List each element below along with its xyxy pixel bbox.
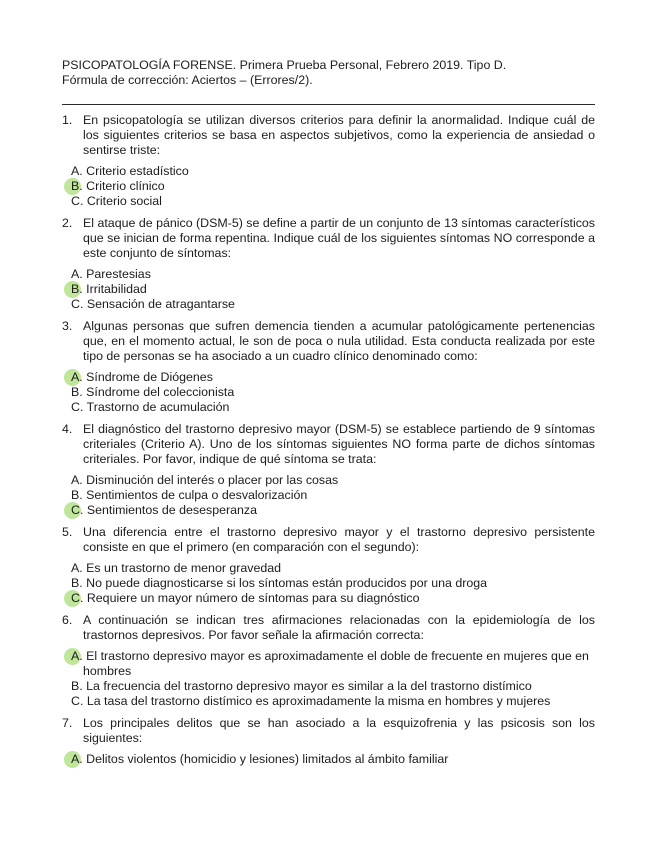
question-list	[62, 113, 595, 774]
answer-option-text: A. El trastorno depresivo mayor es aproximadamente el doble de frecuente en mujeres que en hombres	[71, 649, 589, 678]
answer-option	[50, 561, 595, 576]
question-2	[62, 216, 595, 312]
answer-option-text: B. La frecuencia del trastorno depresivo mayor es similar a la del trastorno distímico	[71, 679, 532, 693]
question-stem	[62, 613, 595, 643]
answer-option	[50, 385, 595, 400]
answer-option	[50, 752, 595, 767]
question-stem	[62, 422, 595, 467]
answer-options	[62, 267, 595, 312]
header-divider	[62, 104, 595, 105]
answer-options	[62, 649, 595, 709]
question-stem	[62, 716, 595, 746]
question-text: A continuación se indican tres afirmaciones relacionadas con la epidemiología de los trastornos depresivos. Por favor señale la afirmación correcta:	[83, 613, 595, 642]
answer-option-text: C. La tasa del trastorno distímico es aproximadamente la misma en hombres y mujeres	[71, 694, 551, 708]
question-stem	[62, 216, 595, 261]
answer-option	[50, 267, 595, 282]
scoring-formula: Fórmula de corrección: Aciertos – (Errores/2).	[62, 73, 313, 87]
answer-option-text: C. Sentimientos de desesperanza	[71, 503, 257, 517]
question-6	[62, 613, 595, 709]
answer-option	[50, 179, 595, 194]
question-stem	[62, 525, 595, 555]
question-text: El ataque de pánico (DSM-5) se define a partir de un conjunto de 13 síntomas característicos que se inician de forma repentina. Indique cuál de los siguientes síntomas NO corresponde a este conjunto de síntomas:	[83, 216, 595, 260]
question-3	[62, 319, 595, 415]
answer-option-text: A. Síndrome de Diógenes	[71, 370, 213, 384]
answer-option	[50, 473, 595, 488]
question-text: En psicopatología se utilizan diversos criterios para definir la anormalidad. Indique cuál de los siguientes criterios se basa en aspectos subjetivos, como la experiencia de ansiedad o sentirse triste:	[83, 113, 595, 157]
answer-option	[50, 503, 595, 518]
question-number: 4.	[62, 422, 73, 436]
question-text: Una diferencia entre el trastorno depresivo mayor y el trastorno depresivo persistente consiste en que el primero (en comparación con el segundo):	[83, 525, 595, 554]
question-stem	[62, 113, 595, 158]
question-5	[62, 525, 595, 606]
answer-option	[50, 282, 595, 297]
answer-option-text: B. Síndrome del coleccionista	[71, 385, 235, 399]
answer-option-text: A. Parestesias	[71, 267, 151, 281]
answer-option	[50, 164, 595, 179]
answer-options	[62, 164, 595, 209]
question-number: 1.	[62, 113, 73, 127]
question-4	[62, 422, 595, 518]
answer-option-text: A. Es un trastorno de menor gravedad	[71, 561, 282, 575]
question-stem	[62, 319, 595, 364]
question-text: Algunas personas que sufren demencia tienden a acumular patológicamente pertenencias que, en el momento actual, le son de poca o nula utilidad. Esta conducta realizada por este tipo de personas se ha asociado a un cuadro clínico denominado como:	[83, 319, 595, 363]
answer-option-text: B. Irritabilidad	[71, 282, 147, 296]
answer-option-text: A. Disminución del interés o placer por las cosas	[71, 473, 339, 487]
question-number: 6.	[62, 613, 73, 627]
answer-option	[50, 400, 595, 415]
answer-options	[62, 473, 595, 518]
question-number: 2.	[62, 216, 73, 230]
answer-option	[50, 649, 595, 679]
answer-option-text: C. Requiere un mayor número de síntomas para su diagnóstico	[71, 591, 420, 605]
answer-option-text: A. Delitos violentos (homicidio y lesiones) limitados al ámbito familiar	[71, 752, 449, 766]
answer-option	[50, 194, 595, 209]
answer-option	[50, 591, 595, 606]
question-1	[62, 113, 595, 209]
answer-option	[50, 679, 595, 694]
answer-options	[62, 561, 595, 606]
question-number: 3.	[62, 319, 73, 333]
answer-option-text: B. No puede diagnosticarse si los síntomas están producidos por una droga	[71, 576, 488, 590]
answer-option-text: A. Criterio estadístico	[71, 164, 189, 178]
exam-header	[62, 58, 595, 88]
question-text: El diagnóstico del trastorno depresivo mayor (DSM-5) se establece partiendo de 9 síntomas criteriales (Criterio A). Uno de los síntomas siguientes NO forma parte de dichos síntomas criteriales. Por favor, indique de qué síntoma se trata:	[83, 422, 595, 466]
answer-option-text: B. Sentimientos de culpa o desvalorización	[71, 488, 308, 502]
answer-option-text: C. Criterio social	[71, 194, 162, 208]
answer-option	[50, 576, 595, 591]
question-7	[62, 716, 595, 767]
answer-option-text: B. Criterio clínico	[71, 179, 165, 193]
answer-option	[50, 694, 595, 709]
answer-options	[62, 370, 595, 415]
question-number: 7.	[62, 716, 73, 730]
answer-option	[50, 370, 595, 385]
answer-option-text: C. Trastorno de acumulación	[71, 400, 230, 414]
exam-title: PSICOPATOLOGÍA FORENSE. Primera Prueba Personal, Febrero 2019. Tipo D.	[62, 58, 507, 72]
question-text: Los principales delitos que se han asociado a la esquizofrenia y las psicosis son los siguientes:	[83, 716, 595, 745]
answer-option	[50, 488, 595, 503]
question-number: 5.	[62, 525, 73, 539]
answer-option	[50, 297, 595, 312]
answer-option-text: C. Sensación de atragantarse	[71, 297, 235, 311]
answer-options	[62, 752, 595, 767]
